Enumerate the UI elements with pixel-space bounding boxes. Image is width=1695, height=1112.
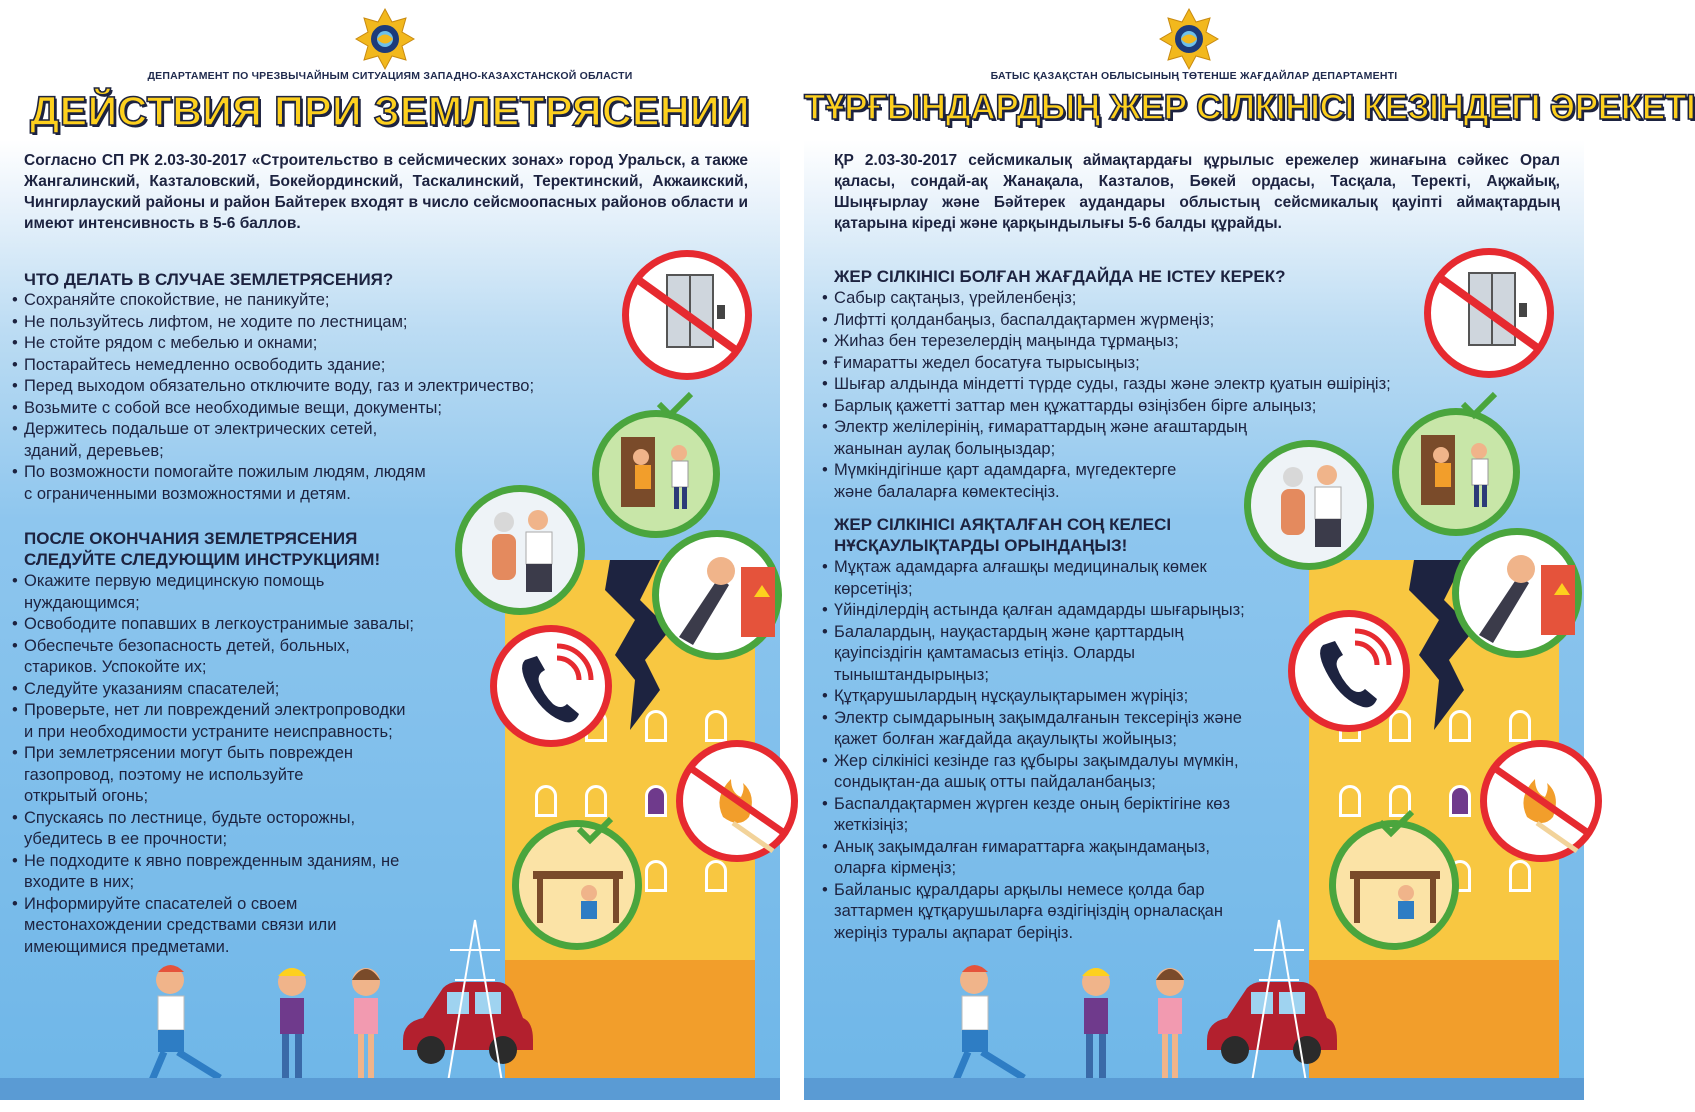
poster-title: ТҰРҒЫНДАРДЫҢ ЖЕР СІЛКІНІСІ КЕЗІНДЕГІ ӘРЕКЕТІ: [804, 88, 1695, 127]
after-heading-line-1: ПОСЛЕ ОКОНЧАНИЯ ЗЕМЛЕТРЯСЕНИЯ: [24, 529, 358, 548]
list-item: оларға кірмеңіз;: [834, 859, 957, 877]
list-item: нуждающимся;: [24, 593, 140, 612]
no-fire-icon: [1480, 740, 1602, 862]
department-name: БАТЫС ҚАЗАҚСТАН ОБЛЫСЫНЫҢ ТӨТЕНШЕ ЖАҒДАЙЛАР ДЕПАРТАМЕНТІ: [990, 70, 1398, 82]
list-item: • Обеспечьте безопасность детей, больных,: [12, 636, 414, 658]
power-tower-icon: [440, 920, 510, 1100]
list-item: • Окажите первую медицинскую помощь: [12, 571, 414, 593]
department-name: ДЕПАРТАМЕНТ ПО ЧРЕЗВЫЧАЙНЫМ СИТУАЦИЯМ ЗАПАДНО-КАЗАХСТАНСКОЙ ОБЛАСТИ: [147, 70, 633, 82]
running-boy-icon: [934, 960, 1034, 1090]
list-item: • Ғимаратты жедел босатуға тырысыңыз;: [822, 353, 1391, 375]
exit-building-icon: [1392, 408, 1520, 536]
no-elevator-icon: [1424, 248, 1554, 378]
list-item: • Сохраняйте спокойствие, не паникуйте;: [12, 290, 534, 312]
list-item: жеткізіңіз;: [834, 816, 909, 834]
list-item: қауіпсіздігін қамтамасыз етіңіз. Оларды: [834, 644, 1136, 662]
list-item: имеющимися предметами.: [24, 937, 230, 956]
list-item: убедитесь в ее прочности;: [24, 830, 228, 848]
emblem-icon: [1159, 8, 1219, 70]
list-item: • Электр желілерінің, ғимараттардың және ағаштардың: [822, 417, 1391, 439]
list-item: с ограниченными возможностями и детям.: [24, 484, 351, 503]
list-item: және балаларға көмектесіңіз.: [834, 482, 1060, 501]
list-item: заттармен құтқарушыларға өздігіңіздің орналасқан: [834, 902, 1223, 920]
list-item: • Проверьте, нет ли повреждений электропроводки: [12, 700, 414, 722]
list-item: сондықтан-да ашық отты пайдаланбаңыз;: [834, 773, 1156, 791]
list-item: стариков. Успокойте их;: [24, 658, 207, 676]
list-item: • Не стойте рядом с мебелью и окнами;: [12, 333, 534, 355]
no-elevator-icon: [622, 250, 752, 380]
list-item: • Жер сілкінісі кезінде газ құбыры зақымдалуы мүмкін,: [822, 751, 1245, 773]
poster-kazakh: [804, 0, 1695, 1100]
during-list: [12, 290, 534, 505]
list-item: местонахождении средствами связи или: [24, 916, 337, 934]
list-item: • Не пользуйтесь лифтом, не ходите по лестницам;: [12, 312, 534, 334]
list-item: • Не подходите к явно поврежденным зданиям, не: [12, 851, 414, 873]
list-item: • Постарайтесь немедленно освободить здание;: [12, 355, 534, 377]
phone-call-icon: [1288, 610, 1410, 732]
hide-under-table-icon: [1329, 820, 1459, 950]
checkmark-icon: [575, 815, 615, 845]
list-item: • При землетрясении могут быть поврежден: [12, 743, 414, 765]
list-item: • Возьмите с собой все необходимые вещи, документы;: [12, 398, 534, 420]
list-item: жеріңіз туралы ақпарат беріңіз.: [834, 923, 1074, 942]
running-boy-icon: [130, 960, 230, 1090]
after-heading-line-2: СЛЕДУЙТЕ СЛЕДУЮЩИМ ИНСТРУКЦИЯМ!: [24, 550, 381, 569]
list-item: • Электр сымдарының зақымдалғанын тексеріңіз және: [822, 708, 1245, 730]
intro-paragraph: Согласно СП РК 2.03-30-2017 «Строительство в сейсмических зонах» город Уральск, а также Жангалинский, Казталовский, Бокейординский, Таскалинский, Теректинский, Акжаикский, Чингирлауский районы и район Байтерек входят в число сейсмоопасных районов области и имеют интенсивность в 5-6 баллов.: [24, 152, 748, 232]
scared-girl-icon: [1140, 960, 1200, 1090]
ground: [0, 1078, 780, 1100]
list-item: • Лифтті қолданбаңыз, баспалдақтармен жүрмеңіз;: [822, 310, 1391, 332]
power-tower-icon: [1244, 920, 1314, 1100]
list-item: тыныштандырыңыз;: [834, 665, 989, 684]
list-item: • Баспалдақтармен жүрген кезде оның беріктігіне көз: [822, 794, 1245, 816]
during-heading: ЖЕР СІЛКІНІСІ БОЛҒАН ЖАҒДАЙДА НЕ ІСТЕУ КЕРЕК?: [834, 267, 1286, 286]
exit-building-icon: [592, 410, 720, 538]
list-item: • По возможности помогайте пожилым людям, людям: [12, 462, 534, 484]
after-list: [12, 571, 414, 958]
power-switch-icon: [1452, 528, 1582, 658]
list-item: • Мүмкіндігінше қарт адамдарға, мүгедектерге: [822, 460, 1391, 482]
after-heading-line-1: ЖЕР СІЛКІНІСІ АЯҚТАЛҒАН СОҢ КЕЛЕСІ: [834, 515, 1172, 534]
during-heading: ЧТО ДЕЛАТЬ В СЛУЧАЕ ЗЕМЛЕТРЯСЕНИЯ?: [24, 270, 394, 289]
no-fire-icon: [676, 740, 798, 862]
list-item: • Спускаясь по лестнице, будьте осторожны,: [12, 808, 414, 830]
after-heading-line-2: НҰСҚАУЛЫҚТАРДЫ ОРЫНДАҢЫЗ!: [834, 536, 1128, 555]
poster-russian: [0, 0, 780, 1100]
phone-call-icon: [490, 625, 612, 747]
list-item: входите в них;: [24, 873, 135, 891]
help-elderly-icon: [455, 485, 585, 615]
list-item: • Информируйте спасателей о своем: [12, 894, 414, 916]
list-item: • Освободите попавших в легкоустранимые завалы;: [12, 614, 414, 636]
list-item: • Құтқарушылардың нұсқаулықтарымен жүріңіз;: [822, 686, 1245, 708]
emblem-icon: [355, 8, 415, 70]
list-item: зданий, деревьев;: [24, 441, 164, 460]
power-switch-icon: [652, 530, 782, 660]
scared-girl-icon: [336, 960, 396, 1090]
checkmark-icon: [1459, 390, 1499, 420]
poster-title: ДЕЙСТВИЯ ПРИ ЗЕМЛЕТРЯСЕНИИ: [30, 88, 750, 134]
list-item: көрсетіңіз;: [834, 579, 913, 598]
list-item: • Мұқтаж адамдарға алғашқы медициналық көмек: [822, 557, 1245, 579]
list-item: • Байланыс құралдары арқылы немесе қолда бар: [822, 880, 1245, 902]
checkmark-icon: [655, 390, 695, 420]
list-item: • Балалардың, науқастардың және қарттардың: [822, 622, 1245, 644]
ground: [804, 1078, 1584, 1100]
list-item: • Анық зақымдалған ғимараттарға жақындамаңыз,: [822, 837, 1245, 859]
list-item: • Үйінділердің астында қалған адамдарды шығарыңыз;: [822, 600, 1245, 622]
list-item: • Жиһаз бен терезелердің маңында тұрмаңыз;: [822, 331, 1391, 353]
list-item: и при необходимости устраните неисправность;: [24, 722, 393, 741]
list-item: жанынан аулақ болыңыздар;: [834, 439, 1056, 458]
list-item: • Барлық қажетті заттар мен құжаттарды өзіңізбен бірге алыңыз;: [822, 396, 1391, 418]
after-list: [822, 557, 1245, 944]
list-item: • Следуйте указаниям спасателей;: [12, 679, 414, 701]
help-elderly-icon: [1244, 440, 1374, 570]
scared-child-icon: [262, 960, 322, 1090]
list-item: газопровод, поэтому не используйте: [24, 765, 304, 784]
checkmark-icon: [1376, 808, 1416, 838]
intro-paragraph: ҚР 2.03-30-2017 сейсмикалық аймақтардағы құрылыс ережелер жинағына сәйкес Орал қаласы, сондай-ақ Жанақала, Казталов, Бөкей ордасы, Тасқала, Теректі, Ақжайық, Шыңғырлау және Бәйтерек аудандары облыстың сейсмикалық қауіпті аймақтардың қатарына кіреді және қарқындылығы 5-6 балды құрайды.: [834, 152, 1560, 232]
list-item: қажет болған жағдайда ақаулықты жойыңыз;: [834, 730, 1178, 748]
list-item: • Держитесь подальше от электрических сетей,: [12, 419, 534, 441]
list-item: • Сабыр сақтаңыз, үрейленбеңіз;: [822, 288, 1391, 310]
list-item: открытый огонь;: [24, 787, 149, 805]
scared-child-icon: [1066, 960, 1126, 1090]
list-item: • Шығар алдында міндетті түрде суды, газды және электр қуатын өшіріңіз;: [822, 374, 1391, 396]
list-item: • Перед выходом обязательно отключите воду, газ и электричество;: [12, 376, 534, 398]
